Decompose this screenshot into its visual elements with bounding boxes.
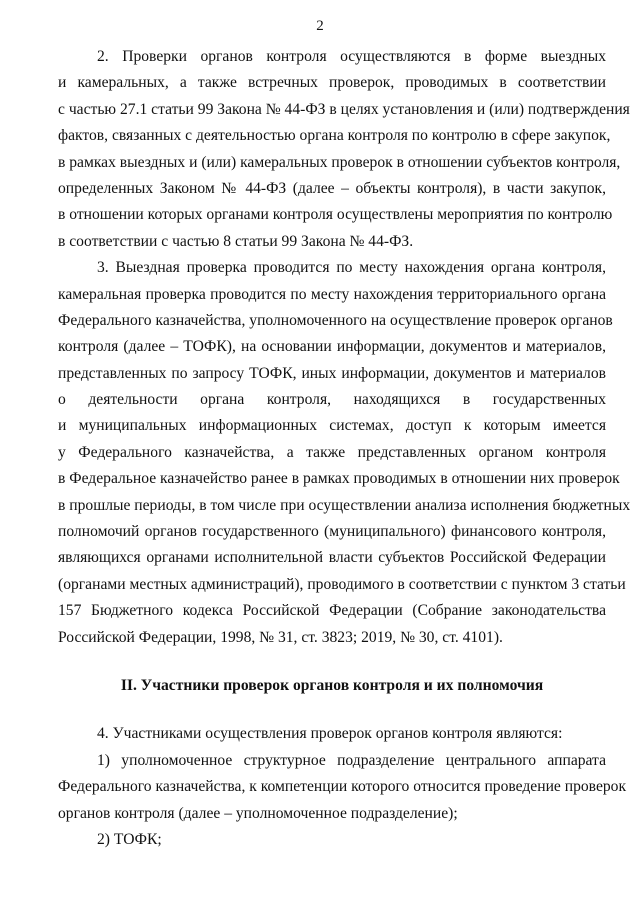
text-line: 3. Выездная проверка проводится по месту нахождения органа контроля, (97, 259, 606, 277)
text-line: Федерального казначейства, к компетенции которого относится проведение проверок (58, 778, 627, 796)
text-line: в отношении которых органами контроля осуществлены мероприятия по контролю (58, 206, 613, 224)
text-line: являющихся органами исполнительной власти субъектов Российской Федерации (58, 549, 606, 567)
text-line: 2. Проверки органов контроля осуществляются в форме выездных (97, 48, 606, 65)
text-line: в соответствии с частью 8 статьи 99 Закона № 44-ФЗ. (58, 232, 414, 250)
text-line: камеральная проверка проводится по месту нахождения территориального органа (58, 285, 606, 303)
text-line: органов контроля (далее – уполномоченное подразделение); (58, 804, 458, 822)
text-line: контроля (далее – ТОФК), на основании информации, документов и материалов, (58, 338, 606, 356)
text-line: и камеральных, а также встречных проверок, проводимых в соответствии (58, 74, 606, 92)
text-line: о деятельности органа контроля, находящихся в государственных (58, 391, 606, 409)
text-line: 4. Участниками осуществления проверок органов контроля являются: (97, 725, 563, 743)
paragraph-2 (58, 44, 630, 255)
text-line: полномочий органов государственного (муниципального) финансового контроля, (58, 523, 606, 541)
text-line: 157 Бюджетного кодекса Российской Федерации (Собрание законодательства (58, 602, 606, 620)
text-line: 1) уполномоченное структурное подразделение центрального аппарата (97, 751, 606, 769)
text-line: в прошлые периоды, в том числе при осуществлении анализа исполнения бюджетных (58, 496, 631, 514)
list-item-2 (58, 827, 606, 853)
text-line: (органами местных администраций), проводимого в соответствии с пунктом 3 статьи (58, 575, 626, 593)
page-number: 2 (316, 18, 324, 34)
paragraph-4 (58, 721, 606, 747)
text-line: и муниципальных информационных системах, доступ к которым имеется (58, 417, 606, 435)
text-line: Российской Федерации, 1998, № 31, ст. 3823; 2019, № 30, ст. 4101). (58, 628, 503, 646)
text-line: Федерального казначейства, уполномоченного на осуществление проверок органов (58, 311, 613, 329)
text-line: в Федеральное казначейство ранее в рамках проводимых в отношении них проверок (58, 470, 620, 488)
paragraph-3 (58, 255, 631, 651)
text-line: в рамках выездных и (или) камеральных проверок в отношении субъектов контроля, (58, 153, 621, 171)
text-line: определенных Законом № 44-ФЗ (далее – объекты контроля), в части закупок, (58, 179, 606, 197)
text-line: 2) ТОФК; (97, 830, 162, 848)
list-item-1 (58, 748, 627, 827)
section-heading: II. Участники проверок органов контроля и их полномочия (120, 676, 544, 694)
document-body (58, 44, 631, 853)
text-line: у Федерального казначейства, а также представленных органом контроля (58, 443, 606, 461)
text-line: фактов, связанных с деятельностью органа контроля по контролю в сфере закупок, (58, 127, 611, 145)
text-line: представленных по запросу ТОФК, иных информации, документов и материалов (58, 364, 606, 382)
text-line: с частью 27.1 статьи 99 Закона № 44-ФЗ в целях установления и (или) подтверждения (58, 100, 630, 118)
